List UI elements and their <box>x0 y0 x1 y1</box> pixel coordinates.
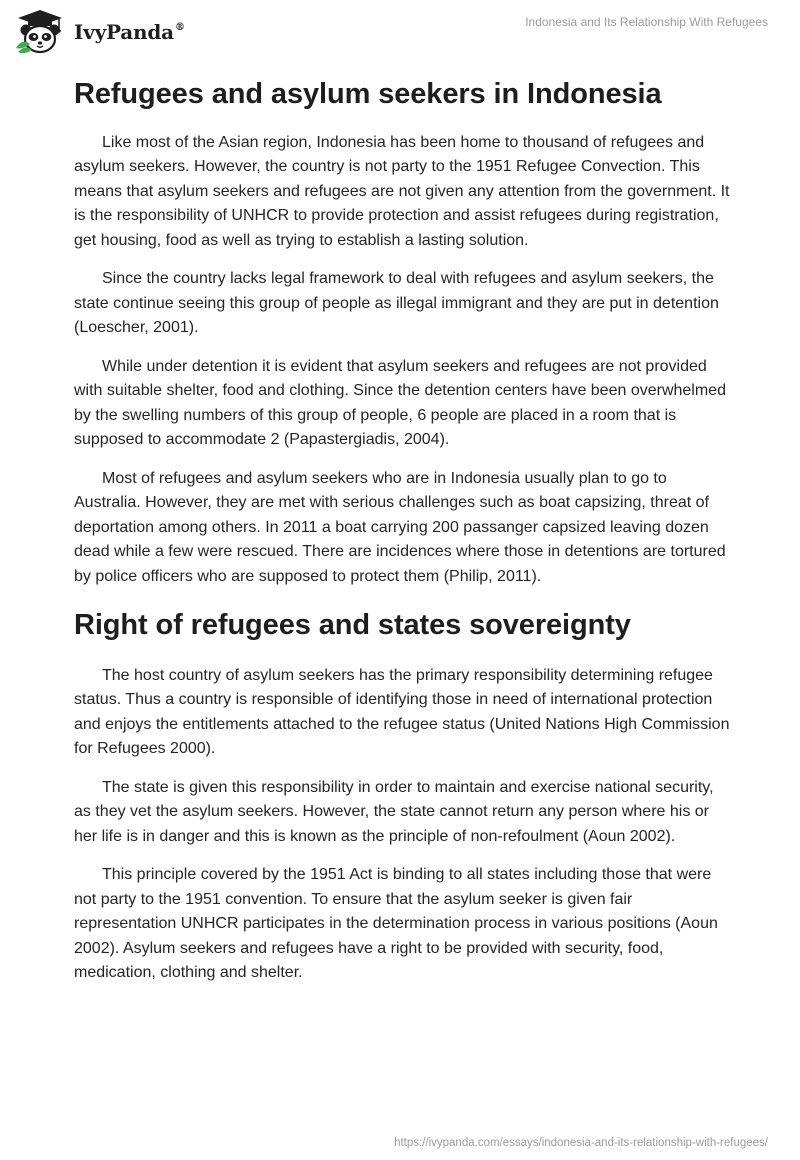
article-body <box>74 70 734 1000</box>
ivypanda-logo[interactable] <box>14 8 185 56</box>
registered-mark: ® <box>174 22 185 33</box>
brand-name: IvyPanda® <box>74 20 185 44</box>
paragraph: The host country of asylum seekers has the primary responsibility determining refugee status. Thus a country is responsible of identifying those in need of international protection and enjoys the entitlements attached to the refugee status (United Nations High Commission for Refugees 2000). <box>74 666 730 758</box>
section-heading-2: Right of refugees and states sovereignty <box>74 609 631 642</box>
page-header <box>0 0 800 62</box>
paragraph: Most of refugees and asylum seekers who are in Indonesia usually plan to go to Australia. However, they are met with serious challenges such as boat capsizing, threat of deportation among others. In 2011 a boat carrying 200 passanger capsized leaving dozen dead while a few were rescued. There are incidences where those in detentions are tortured by police officers who are supposed to protect them (Philip, 2011). <box>74 469 726 585</box>
paragraph: This principle covered by the 1951 Act is binding to all states including those that were not party to the 1951 convention. To ensure that the asylum seeker is given fair representation UNHCR participates in the determination process in various positions (Aoun 2002). Asylum seekers and refugees have a right to be provided with security, food, medication, clothing and shelter. <box>74 866 718 982</box>
source-url-link[interactable]: https://ivypanda.com/essays/indonesia-and-its-relationship-with-refugees/ <box>394 1137 768 1149</box>
document-title: Indonesia and Its Relationship With Refugees <box>525 15 768 29</box>
paragraph: Like most of the Asian region, Indonesia has been home to thousand of refugees and asylum seekers. However, the country is not party to the 1951 Refugee Convection. This means that asylum seekers and refugees are not given any attention from the government. It is the responsibility of UNHCR to provide protection and assist refugees during registration, get housing, food as well as trying to establish a lasting solution. <box>74 133 730 249</box>
paragraph: While under detention it is evident that asylum seekers and refugees are not provided with suitable shelter, food and clothing. Since the detention centers have been overwhelmed by the swelling numbers of this group of people, 6 people are placed in a room that is supposed to accommodate 2 (Papastergiadis, 2004). <box>74 357 726 449</box>
paragraph: The state is given this responsibility in order to maintain and exercise national security, as they vet the asylum seekers. However, the state cannot return any person where his or her life is in danger and this is known as the principle of non-refoulment (Aoun 2002). <box>74 778 714 845</box>
paragraph: Since the country lacks legal framework to deal with refugees and asylum seekers, the state continue seeing this group of people as illegal immigrant and they are put in detention (Loescher, 2001). <box>74 270 719 337</box>
panda-graduate-icon <box>14 8 66 56</box>
section-heading-1: Refugees and asylum seekers in Indonesia <box>74 78 662 110</box>
